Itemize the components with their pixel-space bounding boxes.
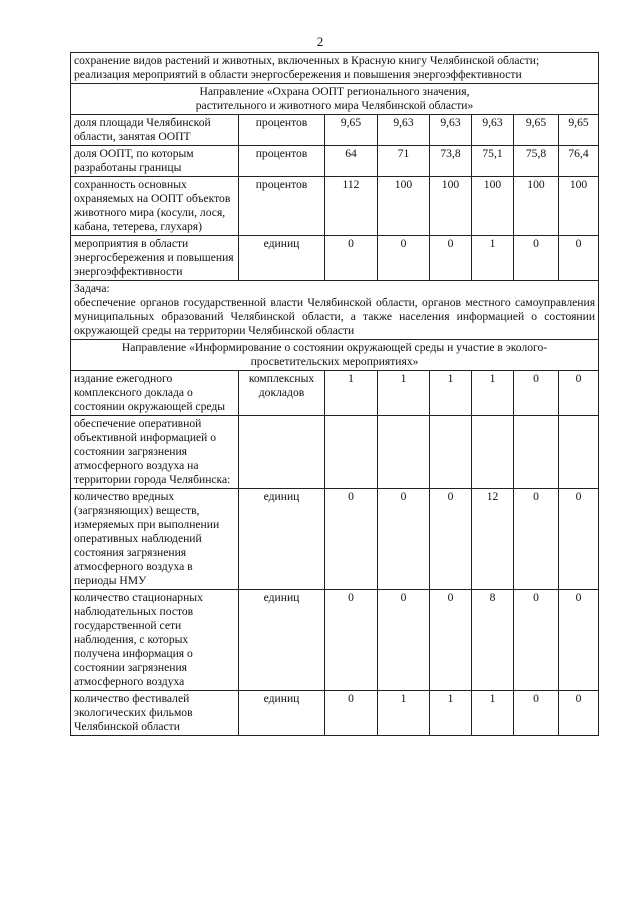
section1-heading-line-1: Направление «Охрана ООПТ регионального значения, xyxy=(199,85,470,98)
value-cell: 1 xyxy=(378,371,430,416)
page-number: 2 xyxy=(316,34,324,49)
value-cell xyxy=(559,416,599,489)
value-cell: 0 xyxy=(325,489,378,590)
indicator-name: мероприятия в области энергосбережения и повышения энергоэффективности xyxy=(71,236,239,281)
value-cell: 9,65 xyxy=(325,115,378,146)
table-row xyxy=(71,236,599,281)
value-cell: 75,1 xyxy=(472,146,514,177)
table-row xyxy=(71,146,599,177)
value-cell xyxy=(430,416,472,489)
value-cell: 0 xyxy=(378,489,430,590)
unit-cell: единиц xyxy=(239,489,325,590)
table-row xyxy=(71,489,599,590)
section2-heading xyxy=(71,340,599,371)
section2-heading-row xyxy=(71,340,599,371)
unit-cell: процентов xyxy=(239,115,325,146)
task-text: обеспечение органов государственной власти Челябинской области, органов местного самоуправления муниципальных образований Челябинской области, а также населения информацией о состоянии окружающей среды на территории Челябинской области xyxy=(74,296,596,337)
value-cell: 0 xyxy=(514,691,559,736)
indicator-name: доля ООПТ, по которым разработаны границы xyxy=(71,146,239,177)
value-cell: 0 xyxy=(559,489,599,590)
value-cell: 100 xyxy=(472,177,514,236)
task-cell xyxy=(71,281,599,340)
section1-heading-line-2: растительного и животного мира Челябинской области» xyxy=(195,99,474,112)
value-cell: 1 xyxy=(472,236,514,281)
value-cell: 12 xyxy=(472,489,514,590)
table-row xyxy=(71,590,599,691)
value-cell: 0 xyxy=(430,489,472,590)
value-cell: 75,8 xyxy=(514,146,559,177)
table-row xyxy=(71,371,599,416)
section1-heading-row xyxy=(71,84,599,115)
indicator-name: количество фестивалей экологических фильмов Челябинской области xyxy=(71,691,239,736)
indicator-name: количество стационарных наблюдательных постов государственной сети наблюдения, с которых получена информация о состоянии загрязнения атмосферного воздуха xyxy=(71,590,239,691)
value-cell: 9,65 xyxy=(559,115,599,146)
value-cell: 76,4 xyxy=(559,146,599,177)
intro-row xyxy=(71,53,599,84)
intro-line-1: сохранение видов растений и животных, включенных в Красную книгу Челябинской области; xyxy=(74,54,540,67)
value-cell xyxy=(514,416,559,489)
value-cell: 0 xyxy=(559,236,599,281)
value-cell: 9,65 xyxy=(514,115,559,146)
value-cell: 100 xyxy=(514,177,559,236)
value-cell: 9,63 xyxy=(378,115,430,146)
value-cell: 0 xyxy=(325,691,378,736)
value-cell: 1 xyxy=(430,371,472,416)
value-cell: 100 xyxy=(430,177,472,236)
indicator-name: издание ежегодного комплексного доклада о состоянии окружающей среды xyxy=(71,371,239,416)
value-cell xyxy=(378,416,430,489)
value-cell: 1 xyxy=(378,691,430,736)
value-cell xyxy=(325,416,378,489)
section1-heading xyxy=(71,84,599,115)
value-cell: 0 xyxy=(514,236,559,281)
value-cell: 0 xyxy=(514,590,559,691)
value-cell: 0 xyxy=(514,371,559,416)
unit-cell: единиц xyxy=(239,691,325,736)
value-cell: 0 xyxy=(514,489,559,590)
intro-line-2: реализация мероприятий в области энергосбережения и повышения энергоэффективности xyxy=(74,68,522,81)
section2-heading-line-1: Направление «Информирование о состоянии окружающей среды и участие в эколого- xyxy=(121,341,548,354)
unit-cell: комплексных докладов xyxy=(239,371,325,416)
unit-cell: процентов xyxy=(239,146,325,177)
value-cell: 1 xyxy=(472,691,514,736)
value-cell: 64 xyxy=(325,146,378,177)
value-cell: 100 xyxy=(378,177,430,236)
value-cell: 112 xyxy=(325,177,378,236)
value-cell: 1 xyxy=(325,371,378,416)
value-cell: 0 xyxy=(325,590,378,691)
unit-cell: единиц xyxy=(239,590,325,691)
task-title: Задача: xyxy=(74,282,110,295)
value-cell: 1 xyxy=(430,691,472,736)
value-cell: 0 xyxy=(325,236,378,281)
value-cell: 9,63 xyxy=(430,115,472,146)
value-cell: 0 xyxy=(559,691,599,736)
table-body xyxy=(71,53,599,736)
value-cell: 1 xyxy=(472,371,514,416)
value-cell: 0 xyxy=(378,236,430,281)
table-row xyxy=(71,115,599,146)
value-cell: 0 xyxy=(430,590,472,691)
value-cell xyxy=(472,416,514,489)
task-row xyxy=(71,281,599,340)
indicator-name: доля площади Челябинской области, занятая ООПТ xyxy=(71,115,239,146)
value-cell: 0 xyxy=(559,590,599,691)
value-cell: 0 xyxy=(559,371,599,416)
value-cell: 0 xyxy=(378,590,430,691)
indicator-name: обеспечение оперативной объективной информацией о состоянии загрязнения атмосферного воздуха на территории города Челябинска: xyxy=(71,416,239,489)
table-row xyxy=(71,177,599,236)
value-cell: 73,8 xyxy=(430,146,472,177)
value-cell: 9,63 xyxy=(472,115,514,146)
section2-heading-line-2: просветительских мероприятиях» xyxy=(250,355,419,368)
intro-cell xyxy=(71,53,599,84)
value-cell: 0 xyxy=(430,236,472,281)
unit-cell xyxy=(239,416,325,489)
value-cell: 100 xyxy=(559,177,599,236)
unit-cell: единиц xyxy=(239,236,325,281)
table-row xyxy=(71,691,599,736)
value-cell: 71 xyxy=(378,146,430,177)
unit-cell: процентов xyxy=(239,177,325,236)
value-cell: 8 xyxy=(472,590,514,691)
indicator-name: сохранность основных охраняемых на ООПТ объектов животного мира (косули, лося, кабана, тетерева, глухаря) xyxy=(71,177,239,236)
indicator-name: количество вредных (загрязняющих) веществ, измеряемых при выполнении оперативных наблюдений состояния загрязнения атмосферного воздуха в периоды НМУ xyxy=(71,489,239,590)
indicators-table xyxy=(70,52,599,736)
table-row xyxy=(71,416,599,489)
